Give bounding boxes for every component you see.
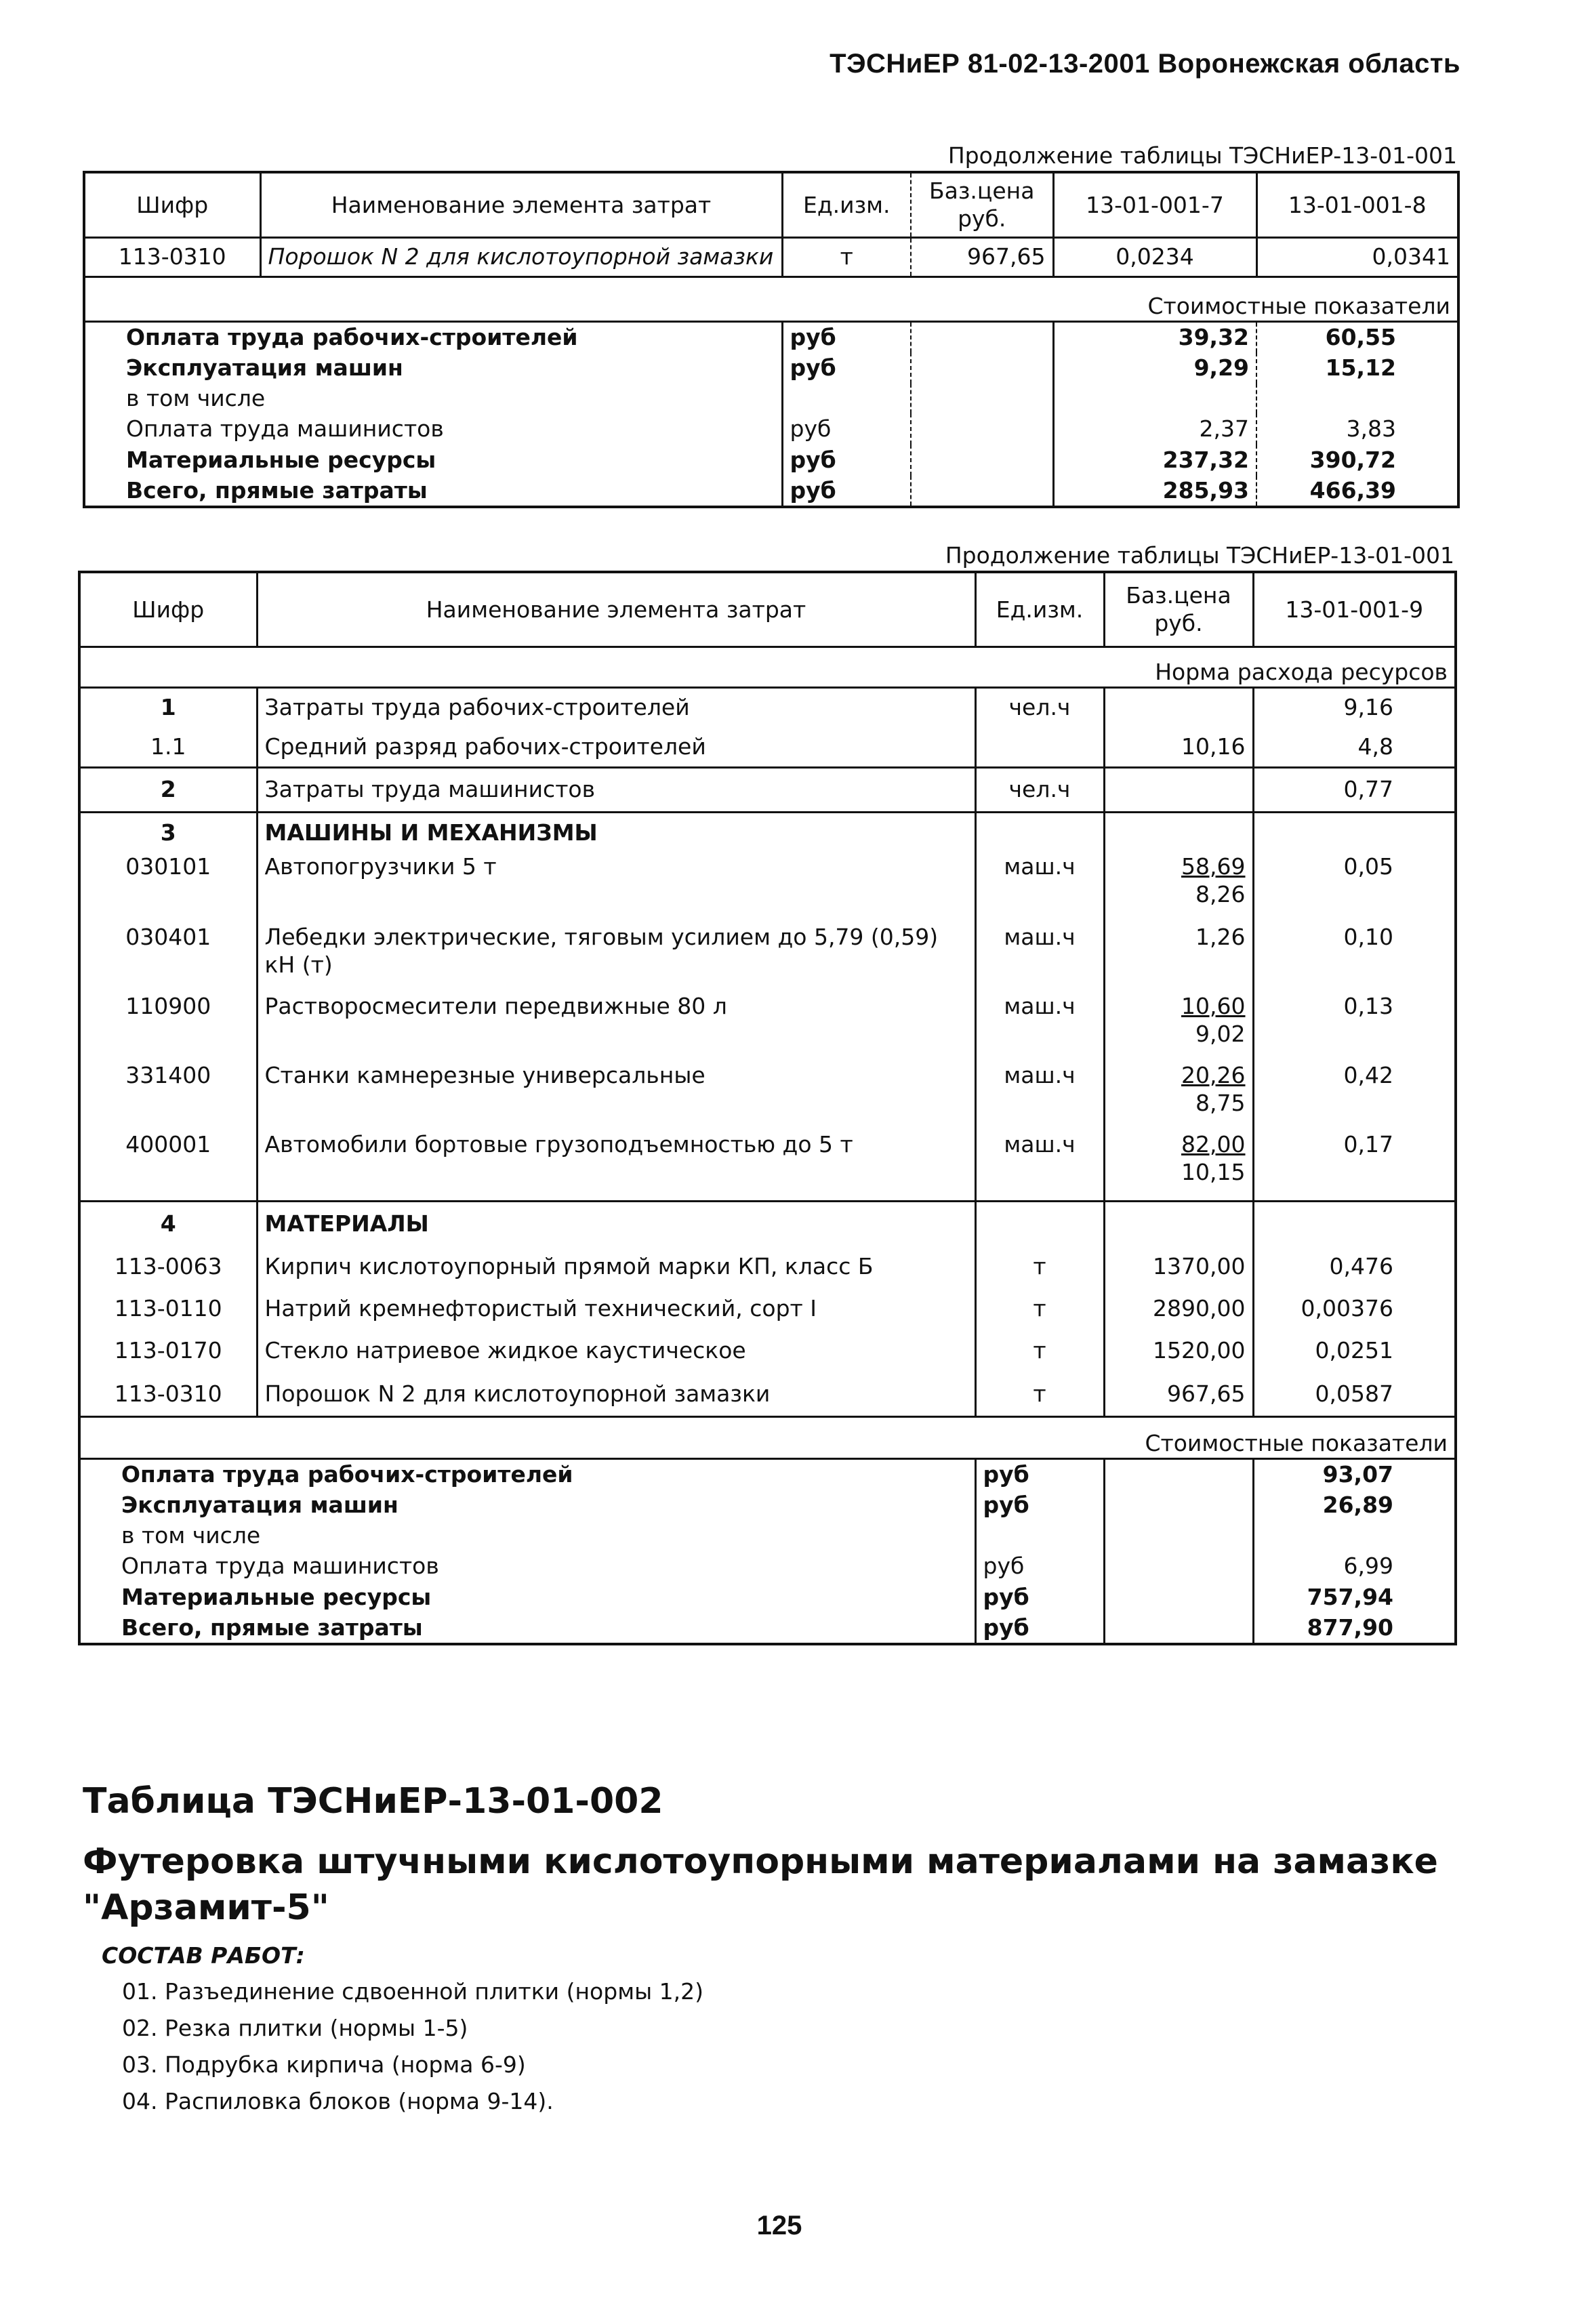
cost-row: [84, 476, 1458, 507]
row-code: 4: [79, 1201, 257, 1246]
row-value: 0,0587: [1315, 1380, 1393, 1407]
table2: [78, 571, 1457, 1645]
row-price-main: 58,69: [1181, 853, 1246, 880]
col-header-code: Шифр: [79, 572, 257, 647]
page-number: 125: [756, 2211, 802, 2240]
table-row: [79, 992, 1456, 1061]
cost-unit: руб: [782, 445, 911, 476]
table-subtitle: Футеровка штучными кислотоупорными материалами на замазке "Арзамит-5": [83, 1841, 1438, 1928]
row-code: 113-0063: [79, 1246, 257, 1288]
material-value-7: 0,0234: [1053, 237, 1256, 276]
cost-value-7: 39,32: [1053, 321, 1256, 352]
table-row: [79, 726, 1456, 767]
cost-value: 877,90: [1307, 1614, 1393, 1641]
row-price: 10,16: [1104, 726, 1253, 767]
row-name: Станки камнерезные универсальные: [257, 1061, 975, 1130]
row-price-wage: 10,15: [1181, 1159, 1246, 1186]
table-row: [79, 767, 1456, 812]
cost-row: [84, 413, 1458, 445]
list-item: 04. Распиловка блоков (норма 9-14).: [122, 2088, 554, 2114]
row-unit: маш.ч: [975, 1130, 1104, 1201]
cost-unit: руб: [975, 1613, 1104, 1644]
cost-value-7: 237,32: [1053, 445, 1256, 476]
row-name: Стекло натриевое жидкое каустическое: [257, 1330, 975, 1372]
cost-unit: руб: [782, 413, 911, 445]
material-code: 113-0310: [84, 237, 260, 276]
row-unit: чел.ч: [975, 687, 1104, 726]
table-row: [79, 1130, 1456, 1201]
cost-row: [79, 1551, 1456, 1582]
row-code: 110900: [79, 992, 257, 1061]
works-label: СОСТАВ РАБОТ:: [102, 1942, 305, 1969]
row-name: Затраты труда машинистов: [257, 767, 975, 812]
row-price: 2890,00: [1104, 1288, 1253, 1330]
row-unit: т: [975, 1372, 1104, 1416]
row-name: Автопогрузчики 5 т: [257, 853, 975, 923]
row-unit: маш.ч: [975, 1061, 1104, 1130]
row-value: 0,17: [1343, 1131, 1393, 1158]
row-unit: маш.ч: [975, 853, 1104, 923]
section-label-row: [84, 276, 1458, 321]
cost-unit: руб: [975, 1458, 1104, 1490]
cost-unit: руб: [782, 352, 911, 384]
row-price: [1104, 767, 1253, 812]
col-header-name: Наименование элемента затрат: [260, 172, 782, 237]
row-code: 113-0310: [79, 1372, 257, 1416]
cost-row: [79, 1521, 1456, 1551]
material-name: Порошок N 2 для кислотоупорной замазки: [260, 237, 782, 276]
row-price: 1,26: [1104, 923, 1253, 992]
table-title: Таблица ТЭСНиЕР-13-01-002: [83, 1781, 663, 1822]
cost-name: Всего, прямые затраты: [126, 477, 428, 504]
list-item: 01. Разъединение сдвоенной плитки (нормы 1,2): [122, 1978, 703, 2005]
table-row: [84, 237, 1458, 276]
row-value: 9,16: [1343, 694, 1393, 721]
cost-name: Материальные ресурсы: [79, 1582, 975, 1613]
row-price: 1520,00: [1104, 1330, 1253, 1372]
cost-value-7: 2,37: [1053, 413, 1256, 445]
table-row: [79, 1061, 1456, 1130]
cost-row: [84, 321, 1458, 352]
cost-value-8: 390,72: [1256, 445, 1458, 476]
col-header-price: Баз.цена руб.: [1104, 572, 1253, 647]
cost-name: в том числе: [126, 385, 266, 412]
row-code: 030101: [79, 853, 257, 923]
col-header-unit: Ед.изм.: [802, 191, 891, 218]
list-item: 02. Резка плитки (нормы 1-5): [122, 2015, 468, 2041]
row-unit: т: [975, 1330, 1104, 1372]
cost-row: [84, 445, 1458, 476]
cost-row: [79, 1458, 1456, 1490]
row-code: 1.1: [79, 726, 257, 767]
row-name: МАШИНЫ И МЕХАНИЗМЫ: [257, 812, 975, 853]
row-code: 3: [79, 812, 257, 853]
row-price-wage: 8,26: [1195, 881, 1246, 908]
col-header-norm-8: 13-01-001-8: [1288, 191, 1427, 218]
table2-continuation-label: Продолжение таблицы ТЭСНиЕР-13-01-001: [945, 542, 1454, 569]
row-name: МАТЕРИАЛЫ: [257, 1201, 975, 1246]
cost-value-8: 15,12: [1256, 352, 1458, 384]
row-name: Растворосмесители передвижные 80 л: [257, 992, 975, 1061]
cost-unit: руб: [782, 321, 911, 352]
row-value: 0,0251: [1315, 1337, 1393, 1364]
row-name: Натрий кремнефтористый технический, сорт I: [257, 1288, 975, 1330]
row-price: [1104, 853, 1253, 923]
cost-name: Оплата труда рабочих-строителей: [126, 324, 578, 351]
row-code: 113-0110: [79, 1288, 257, 1330]
document-header: ТЭСНиЕР 81-02-13-2001 Воронежская область: [830, 49, 1460, 79]
section-label: Стоимостные показатели: [1145, 1430, 1448, 1457]
table-row: [79, 1288, 1456, 1330]
table1: [83, 171, 1460, 508]
cost-unit: руб: [975, 1582, 1104, 1613]
cost-value: 6,99: [1343, 1553, 1393, 1580]
cost-value: 93,07: [1322, 1461, 1393, 1488]
cost-value: 757,94: [1307, 1584, 1393, 1611]
row-value: 0,10: [1343, 924, 1393, 950]
cost-value-8: 3,83: [1256, 413, 1458, 445]
row-unit: чел.ч: [975, 767, 1104, 812]
row-price: [1104, 687, 1253, 726]
table-row: [79, 1372, 1456, 1416]
works-list: [122, 1973, 703, 2120]
table-row: [79, 812, 1456, 853]
row-name: Кирпич кислотоупорный прямой марки КП, класс Б: [257, 1246, 975, 1288]
row-value: 0,00376: [1301, 1295, 1393, 1322]
norm-label-row: [79, 647, 1456, 687]
row-price-wage: 8,75: [1195, 1090, 1246, 1117]
row-code: 030401: [79, 923, 257, 992]
row-value: 0,42: [1343, 1062, 1393, 1088]
row-price-main: 82,00: [1181, 1131, 1246, 1158]
row-value: 0,05: [1343, 853, 1393, 880]
col-header-unit: Ед.изм.: [975, 572, 1104, 647]
cost-row: [84, 384, 1458, 413]
row-name: Затраты труда рабочих-строителей: [257, 687, 975, 726]
table2-header-row: [79, 572, 1456, 647]
row-name: Автомобили бортовые грузоподъемностью до 5 т: [257, 1130, 975, 1201]
table1-header-row: [84, 172, 1458, 237]
list-item: 03. Подрубка кирпича (норма 6-9): [122, 2051, 526, 2078]
cost-row: [79, 1490, 1456, 1521]
table-row: [79, 1330, 1456, 1372]
row-name: Средний разряд рабочих-строителей: [257, 726, 975, 767]
row-code: 331400: [79, 1061, 257, 1130]
row-value: 4,8: [1357, 733, 1393, 760]
row-unit: т: [975, 1288, 1104, 1330]
cost-unit: руб: [782, 476, 911, 507]
col-header-code: Шифр: [84, 172, 260, 237]
cost-row: [84, 352, 1458, 384]
row-price: 1370,00: [1104, 1246, 1253, 1288]
cost-row: [79, 1582, 1456, 1613]
table-row: [79, 1201, 1456, 1246]
cost-name: Всего, прямые затраты: [79, 1613, 975, 1644]
row-value: 0,476: [1329, 1253, 1393, 1280]
cost-name: Оплата труда рабочих-строителей: [79, 1458, 975, 1490]
section-label: Стоимостные показатели: [1147, 293, 1450, 320]
row-code: 1: [79, 687, 257, 726]
cost-name: Эксплуатация машин: [79, 1490, 975, 1521]
row-code: 113-0170: [79, 1330, 257, 1372]
row-price: [1104, 1130, 1253, 1201]
cost-name: Эксплуатация машин: [126, 354, 403, 382]
section-label-row: [79, 1416, 1456, 1458]
cost-row: [79, 1613, 1456, 1644]
material-unit: т: [782, 237, 911, 276]
col-header-norm-7: 13-01-001-7: [1053, 172, 1256, 237]
cost-value-7: 9,29: [1053, 352, 1256, 384]
cost-value-8: 60,55: [1256, 321, 1458, 352]
row-price-main: 10,60: [1181, 993, 1246, 1019]
cost-unit: руб: [975, 1490, 1104, 1521]
row-unit: т: [975, 1246, 1104, 1288]
row-price-main: 20,26: [1181, 1062, 1246, 1088]
material-price: 967,65: [911, 237, 1053, 276]
cost-name: Материальные ресурсы: [126, 447, 436, 474]
cost-unit: руб: [975, 1551, 1104, 1582]
row-price: [1104, 992, 1253, 1061]
cost-value-7: 285,93: [1053, 476, 1256, 507]
norm-label: Норма расхода ресурсов: [1155, 659, 1448, 686]
row-name: Лебедки электрические, тяговым усилием до 5,79 (0,59) кН (т): [257, 923, 975, 992]
table-row: [79, 1246, 1456, 1288]
row-name: Порошок N 2 для кислотоупорной замазки: [257, 1372, 975, 1416]
row-code: 400001: [79, 1130, 257, 1201]
cost-value-8: 466,39: [1256, 476, 1458, 507]
table-row: [79, 853, 1456, 923]
cost-value: 26,89: [1322, 1492, 1393, 1519]
row-unit: маш.ч: [975, 923, 1104, 992]
table-row: [79, 687, 1456, 726]
row-unit: маш.ч: [975, 992, 1104, 1061]
cost-name: в том числе: [79, 1521, 975, 1551]
table-row: [79, 923, 1456, 992]
row-unit: [975, 726, 1104, 767]
row-value: 0,77: [1343, 776, 1393, 803]
row-code: 2: [79, 767, 257, 812]
cost-name: Оплата труда машинистов: [126, 415, 444, 443]
row-price: 967,65: [1104, 1372, 1253, 1416]
cost-name: Оплата труда машинистов: [79, 1551, 975, 1582]
material-value-8: 0,0341: [1372, 243, 1450, 270]
col-header-price: Баз.цена руб.: [911, 172, 1053, 237]
row-price-wage: 9,02: [1195, 1021, 1246, 1048]
col-header-norm-9: 13-01-001-9: [1285, 596, 1424, 623]
col-header-name: Наименование элемента затрат: [257, 572, 975, 647]
row-value: 0,13: [1343, 993, 1393, 1019]
table1-continuation-label: Продолжение таблицы ТЭСНиЕР-13-01-001: [947, 142, 1457, 169]
row-price: [1104, 1061, 1253, 1130]
